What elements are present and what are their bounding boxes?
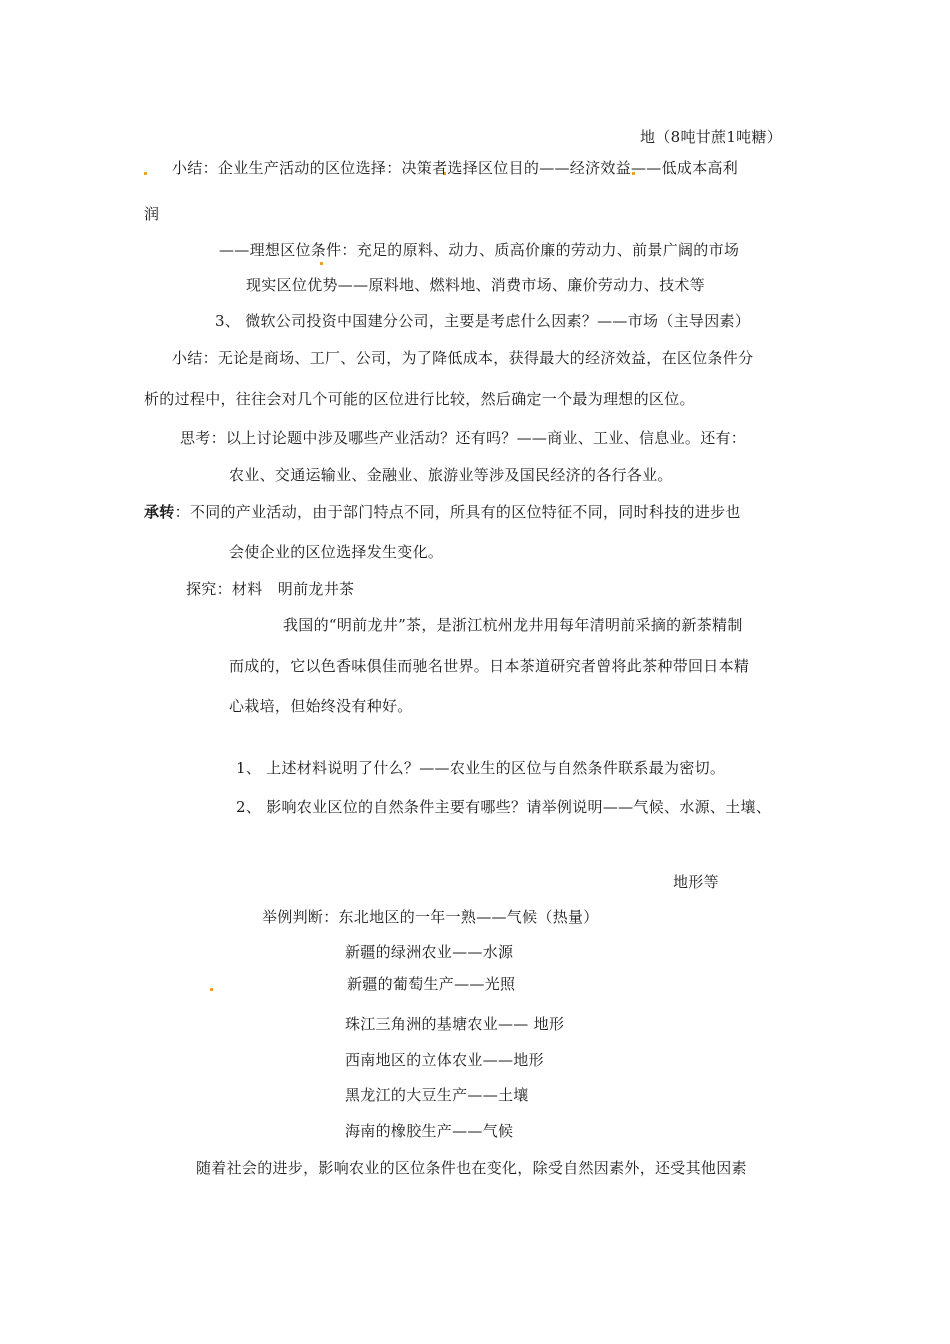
example-line: 珠江三角洲的基塘农业—— 地形 bbox=[345, 1015, 565, 1033]
example-line: 黑龙江的大豆生产——土壤 bbox=[345, 1086, 529, 1104]
material-line: 我国的“明前龙井”茶，是浙江杭州龙井用每年清明前采摘的新茶精制 bbox=[283, 616, 743, 634]
example-line: 举例判断：东北地区的一年一熟——气候（热量） bbox=[262, 908, 599, 926]
inquiry-heading: 探究：材料 明前龙井茶 bbox=[186, 580, 355, 598]
example-line: 新疆的绿洲农业——水源 bbox=[345, 943, 514, 961]
question-line: 3、 微软公司投资中国建分公司，主要是考虑什么因素？——市场（主导因素） bbox=[215, 312, 751, 330]
example-line: 西南地区的立体农业——地形 bbox=[345, 1051, 544, 1069]
text-line: 随着社会的进步，影响农业的区位条件也在变化，除受自然因素外，还受其他因素 bbox=[196, 1159, 747, 1177]
marker-dot bbox=[144, 172, 147, 175]
transition-text: ：不同的产业活动，由于部门特点不同，所具有的区位特征不同，同时科技的进步也 bbox=[174, 503, 741, 521]
summary-line: 小结：无论是商场、工厂、公司，为了降低成本，获得最大的经济效益，在区位条件分 bbox=[172, 349, 754, 367]
text-line: 现实区位优势——原料地、燃料地、消费市场、廉价劳动力、技术等 bbox=[246, 276, 706, 294]
text-line: 农业、交通运输业、金融业、旅游业等涉及国民经济的各行各业。 bbox=[229, 466, 673, 484]
material-line: 而成的，它以色香味俱佳而驰名世界。日本茶道研究者曾将此茶种带回日本精 bbox=[229, 657, 750, 675]
text-line: 会使企业的区位选择发生变化。 bbox=[229, 543, 444, 561]
text-line: ——理想区位条件：充足的原料、动力、质高价廉的劳动力、前景广阔的市场 bbox=[219, 241, 740, 259]
transition-line bbox=[144, 502, 741, 522]
marker-dot bbox=[320, 262, 323, 265]
marker-dot bbox=[210, 988, 213, 991]
material-line: 心栽培，但始终没有种好。 bbox=[229, 697, 413, 715]
example-line: 新疆的葡萄生产——光照 bbox=[347, 975, 516, 993]
example-line: 海南的橡胶生产——气候 bbox=[345, 1122, 514, 1140]
text-line: 地形等 bbox=[673, 873, 719, 891]
text-line: 析的过程中，往往会对几个可能的区位进行比较，然后确定一个最为理想的区位。 bbox=[144, 390, 695, 408]
question-line: 2、 影响农业区位的自然条件主要有哪些？请举例说明——气候、水源、土壤、 bbox=[236, 798, 772, 816]
text-line: 地（8吨甘蔗1吨糖） bbox=[640, 128, 783, 146]
summary-line: 小结：企业生产活动的区位选择：决策者选择区位目的——经济效益——低成本高利 bbox=[172, 159, 739, 177]
transition-label: 承转 bbox=[144, 503, 175, 521]
text-line: 润 bbox=[144, 205, 160, 223]
thinking-line: 思考：以上讨论题中涉及哪些产业活动？还有吗？——商业、工业、信息业。还有： bbox=[180, 429, 747, 447]
question-line: 1、 上述材料说明了什么？——农业生的区位与自然条件联系最为密切。 bbox=[236, 759, 726, 777]
